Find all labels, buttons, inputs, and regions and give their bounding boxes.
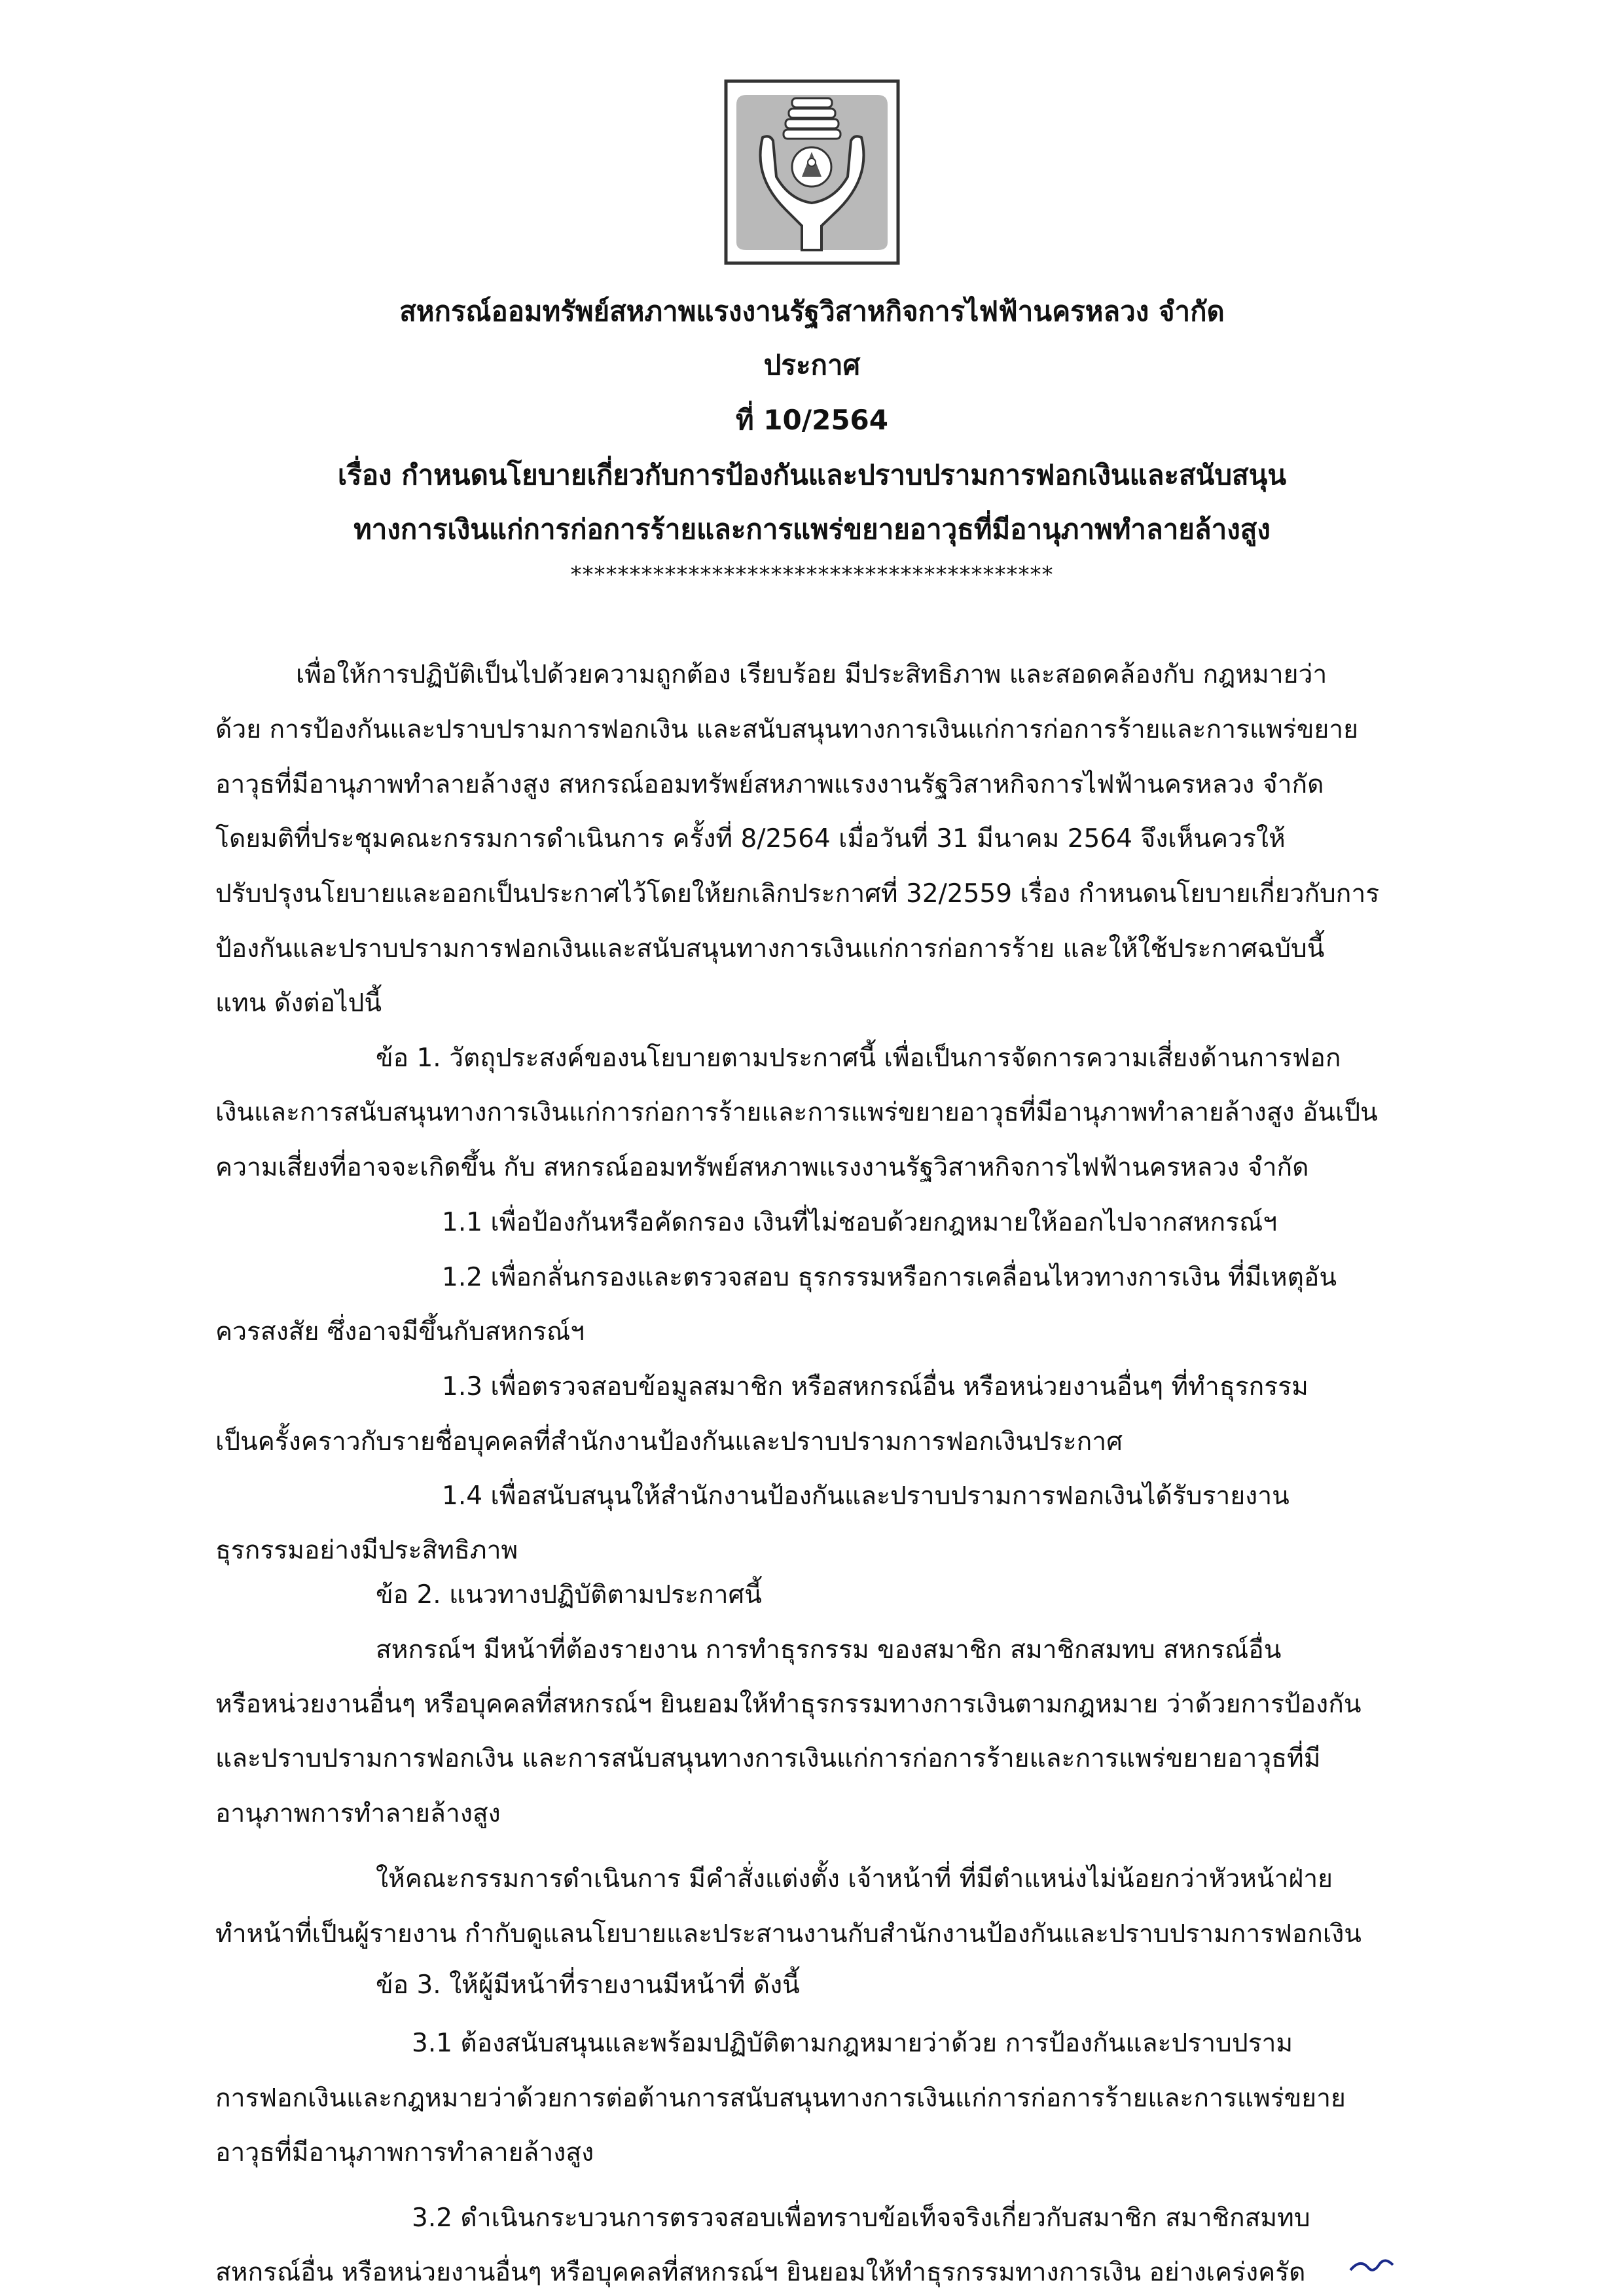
- subject-line-2: ทางการเงินแก่การก่อการร้ายและการแพร่ขยายอาวุธที่มีอานุภาพทำลายล้างสูง: [353, 513, 1271, 545]
- organization-name: สหกรณ์ออมทรัพย์สหภาพแรงงานรัฐวิสาหกิจการไฟฟ้านครหลวง จำกัด: [399, 295, 1225, 327]
- item-1-3: 1.3 เพื่อตรวจสอบข้อมูลสมาชิก หรือสหกรณ์อื่น หรือหน่วยงานอื่นๆ ที่ทำธุรกรรม: [442, 1372, 1308, 1401]
- body-line: ปรับปรุงนโยบายและออกเป็นประกาศไว้โดยให้ยกเลิกประกาศที่ 32/2559 เรื่อง กำหนดนโยบายเกี่ยวกับการ: [215, 879, 1380, 909]
- body-line: หรือหน่วยงานอื่นๆ หรือบุคคลที่สหกรณ์ฯ ยินยอมให้ทำธุรกรรมทางการเงินตามกฎหมาย ว่าด้วยการป้องกัน: [215, 1690, 1362, 1719]
- body-line: อานุภาพการทำลายล้างสูง: [215, 1799, 501, 1828]
- item-1-1: 1.1 เพื่อป้องกันหรือคัดกรอง เงินที่ไม่ชอบด้วยกฎหมายให้ออกไปจากสหกรณ์ฯ: [442, 1208, 1278, 1237]
- body-line: ธุรกรรมอย่างมีประสิทธิภาพ: [215, 1536, 518, 1565]
- body-line: สหกรณ์อื่น หรือหน่วยงานอื่นๆ หรือบุคคลที่สหกรณ์ฯ ยินยอมให้ทำธุรกรรมทางการเงิน อย่างเคร่งครัด: [215, 2258, 1306, 2287]
- document-type: ประกาศ: [763, 349, 861, 381]
- body-line: เป็นครั้งคราวกับรายชื่อบุคคลที่สำนักงานป้องกันและปราบปรามการฟอกเงินประกาศ: [215, 1427, 1123, 1456]
- body-line: โดยมติที่ประชุมคณะกรรมการดำเนินการ ครั้งที่ 8/2564 เมื่อวันที่ 31 มีนาคม 2564 จึงเห็นควรให้: [215, 824, 1286, 854]
- clause-2-heading: ข้อ 2. แนวทางปฏิบัติตามประกาศนี้: [376, 1580, 762, 1610]
- item-3-2: 3.2 ดำเนินกระบวนการตรวจสอบเพื่อทราบข้อเท็จจริงเกี่ยวกับสมาชิก สมาชิกสมทบ: [412, 2203, 1310, 2233]
- body-line: อาวุธที่มีอานุภาพทำลายล้างสูง สหกรณ์ออมทรัพย์สหภาพแรงงานรัฐวิสาหกิจการไฟฟ้านครหลวง จำกัด: [215, 770, 1324, 799]
- body-line: ความเสี่ยงที่อาจจะเกิดขึ้น กับ สหกรณ์ออมทรัพย์สหภาพแรงงานรัฐวิสาหกิจการไฟฟ้านครหลวง จำกัด: [215, 1153, 1309, 1182]
- body-line: ทำหน้าที่เป็นผู้รายงาน กำกับดูแลนโยบายและประสานงานกับสำนักงานป้องกันและปราบปรามการฟอกเงิน: [215, 1919, 1362, 1949]
- body-line: ด้วย การป้องกันและปราบปรามการฟอกเงิน และสนับสนุนทางการเงินแก่การก่อการร้ายและการแพร่ขยาย: [215, 715, 1358, 744]
- body-line: อาวุธที่มีอานุภาพการทำลายล้างสูง: [215, 2138, 594, 2167]
- item-3-1: 3.1 ต้องสนับสนุนและพร้อมปฏิบัติตามกฎหมายว่าด้วย การป้องกันและปราบปราม: [412, 2029, 1293, 2058]
- body-line: และปราบปรามการฟอกเงิน และการสนับสนุนทางการเงินแก่การก่อการร้ายและการแพร่ขยายอาวุธที่มี: [215, 1744, 1321, 1773]
- body-line: ควรสงสัย ซึ่งอาจมีขึ้นกับสหกรณ์ฯ: [215, 1317, 585, 1346]
- document-number: ที่ 10/2564: [736, 404, 888, 436]
- item-1-4: 1.4 เพื่อสนับสนุนให้สำนักงานป้องกันและปราบปรามการฟอกเงินได้รับรายงาน: [442, 1481, 1290, 1511]
- item-1-2: 1.2 เพื่อกลั่นกรองและตรวจสอบ ธุรกรรมหรือการเคลื่อนไหวทางการเงิน ที่มีเหตุอัน: [442, 1263, 1337, 1292]
- body-line: เพื่อให้การปฏิบัติเป็นไปด้วยความถูกต้อง เรียบร้อย มีประสิทธิภาพ และสอดคล้องกับ กฎหมายว่า: [296, 660, 1327, 689]
- body-line: แทน ดังต่อไปนี้: [215, 988, 382, 1018]
- subject-line-1: เรื่อง กำหนดนโยบายเกี่ยวกับการป้องกันและปราบปรามการฟอกเงินและสนับสนุน: [337, 459, 1287, 491]
- body-line: การฟอกเงินและกฎหมายว่าด้วยการต่อต้านการสนับสนุนทางการเงินแก่การก่อการร้ายและการแพร่ขยาย: [215, 2084, 1346, 2113]
- clause-3-heading: ข้อ 3. ให้ผู้มีหน้าที่รายงานมีหน้าที่ ดังนี้: [376, 1970, 800, 2000]
- clause-1-heading: ข้อ 1. วัตถุประสงค์ของนโยบายตามประกาศนี้ เพื่อเป็นการจัดการความเสี่ยงด้านการฟอก: [376, 1043, 1341, 1073]
- body-line: ป้องกันและปราบปรามการฟอกเงินและสนับสนุนทางการเงินแก่การก่อการร้าย และให้ใช้ประกาศฉบับนี้: [215, 934, 1325, 964]
- separator: *****************************************: [570, 562, 1054, 588]
- body-line: ให้คณะกรรมการดำเนินการ มีคำสั่งแต่งตั้ง เจ้าหน้าที่ ที่มีตำแหน่งไม่น้อยกว่าหัวหน้าฝ่าย: [376, 1864, 1333, 1894]
- initial-mark: [1347, 2252, 1399, 2278]
- body-line: สหกรณ์ฯ มีหน้าที่ต้องรายงาน การทำธุรกรรม ของสมาชิก สมาชิกสมทบ สหกรณ์อื่น: [376, 1635, 1282, 1665]
- body-line: เงินและการสนับสนุนทางการเงินแก่การก่อการร้ายและการแพร่ขยายอาวุธที่มีอานุภาพทำลายล้างสูง อันเป็น: [215, 1098, 1378, 1127]
- cooperative-logo: [723, 79, 901, 266]
